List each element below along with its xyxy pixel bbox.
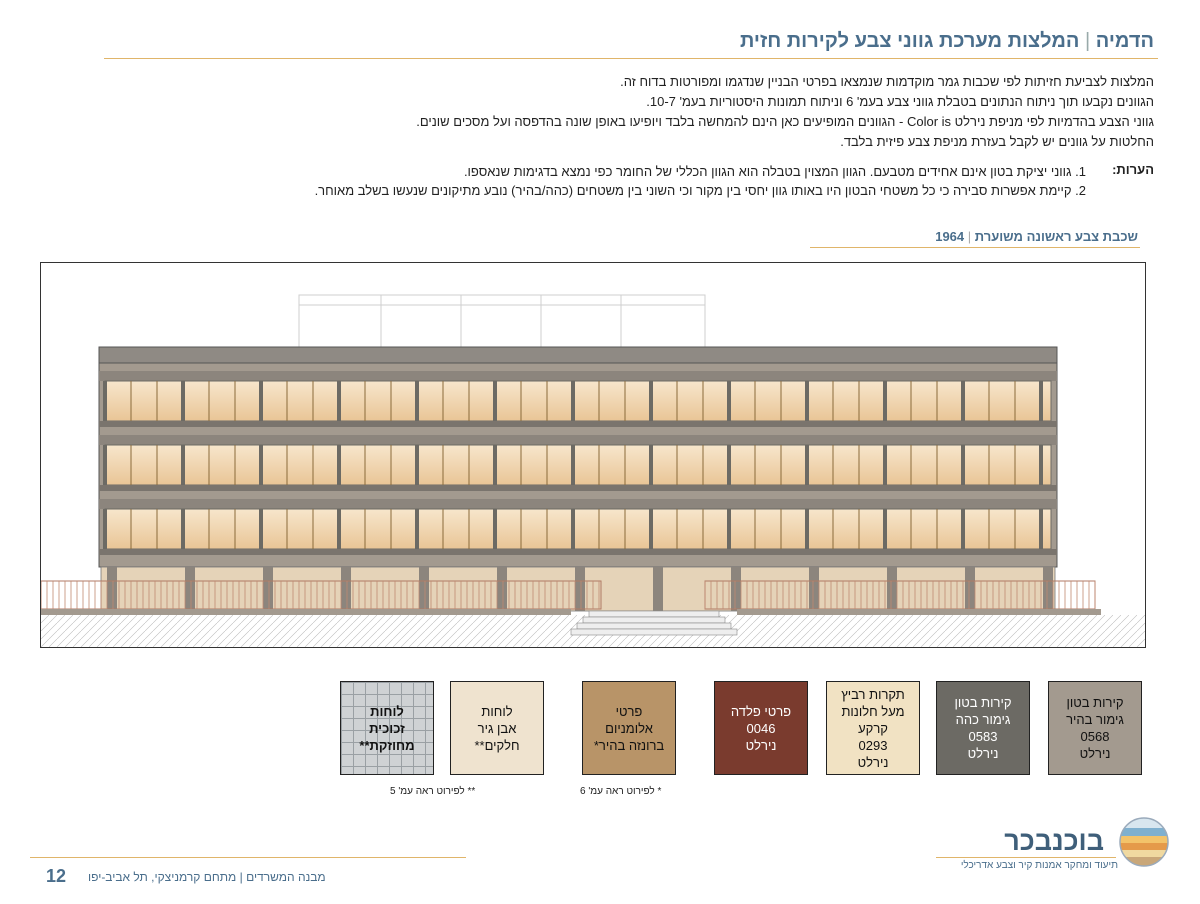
swatch-label-line: פרטי	[615, 703, 643, 719]
color-swatch	[1048, 681, 1142, 775]
color-swatch	[714, 681, 808, 775]
swatch-label-line: נירלט	[1079, 746, 1111, 761]
intro-line: החלטות על גוונים יש לקבל בעזרת מניפת צבע פיזית בלבד.	[840, 134, 1154, 149]
footer-project-name: מבנה המשרדים | מתחם קרמניצקי, תל אביב-יפו	[88, 870, 326, 884]
footer-divider-right	[936, 857, 1116, 858]
color-swatch	[340, 681, 434, 775]
intro-paragraph	[154, 72, 1154, 152]
swatch-label-line: 0568	[1080, 729, 1110, 744]
swatch-label-line: לוחות	[370, 703, 404, 719]
notes-list	[315, 162, 1086, 200]
company-logo-icon	[1118, 816, 1170, 868]
intro-line: המלצות לצביעת חזיתות לפי שכבות גמר מוקדמות שנמצאו בפרטי הבניין שנדגמו ומפורטות בדוח זה.	[620, 74, 1154, 89]
swatch-label-line: מעל חלונות	[841, 703, 905, 719]
swatch-label-line: פרטי פלדה	[730, 703, 792, 719]
page-title	[740, 30, 1154, 53]
swatch-label-line: נירלט	[967, 746, 999, 761]
footer-divider-left	[30, 857, 466, 858]
company-tagline: תיעוד ומחקר אמנות קיר וצבע אדריכלי	[960, 860, 1118, 871]
swatch-label-line: חלקים**	[474, 737, 520, 753]
swatch-label-line: ברונזה בהיר*	[593, 737, 665, 753]
section-underline	[810, 247, 1140, 248]
section-title-text: שכבת צבע ראשונה משוערת	[974, 229, 1138, 244]
swatch-label-line: גימור כהה	[955, 712, 1011, 727]
swatch-label-line: קירות בטון	[954, 695, 1012, 710]
swatch-label-line: לוחות	[481, 703, 513, 719]
swatch-label-line: אלומניום	[605, 720, 653, 736]
building-elevation-illustration	[41, 263, 1145, 647]
swatch-label-line: מחוזקת**	[359, 737, 415, 753]
facade-rendering	[40, 262, 1146, 648]
section-separator: |	[967, 229, 972, 244]
footnote-aluminum: * לפירוט ראה עמ' 6	[580, 786, 662, 797]
title-sub: המלצות מערכת גווני צבע לקירות חזית	[739, 30, 1080, 52]
swatch-label-line: 0583	[968, 729, 998, 744]
swatch-label-line: נירלט	[857, 754, 889, 770]
swatch-label-line: גימור בהיר	[1066, 712, 1124, 727]
swatch-label-line: תקרות רביץ	[841, 686, 905, 702]
swatch-label-line: קירות בטון	[1066, 695, 1124, 710]
color-swatch	[936, 681, 1030, 775]
swatch-label-line: זכוכית	[369, 720, 405, 736]
note-item: 2. קיימת אפשרות סבירה כי כל משטחי הבטון היו באותו גוון יחסי בין מקור וכי השוני בין משטחים (כהה/בהיר) נובע מתיקונים שנעשו בשלב מאוחר.	[314, 183, 1086, 198]
swatch-label-line: נירלט	[745, 737, 777, 753]
swatch-label-line: 0046	[746, 720, 776, 736]
color-swatch	[582, 681, 676, 775]
footnote-panels: ** לפירוט ראה עמ' 5	[390, 786, 476, 797]
section-year: 1964	[935, 229, 965, 244]
note-item: 1. גווני יציקת בטון אינם אחידים מטבעם. הגוון המצוין בטבלה הוא הגוון הכללי של החומר כפי נמצא בדגימות שנאספו.	[463, 164, 1086, 179]
intro-line: גווני הצבע בהדמיות לפי מניפת נירלט Color is - הגוונים המופיעים כאן הינם להמחשה בלבד ויופיעו באופן שונה בהדפסה ועל מסכים שונים.	[416, 114, 1154, 129]
company-logo-text: בוכנבכר	[1004, 826, 1104, 856]
title-underline	[104, 58, 1158, 59]
page-number: 12	[46, 866, 67, 886]
swatch-label-line: אבן גיר	[477, 720, 517, 736]
notes-label: הערות:	[1112, 162, 1154, 177]
title-separator: |	[1085, 30, 1091, 52]
color-swatch	[450, 681, 544, 775]
swatch-label-line: 0293	[858, 737, 888, 753]
title-main: הדמיה	[1095, 30, 1154, 52]
swatch-label-line: קרקע	[858, 720, 888, 736]
section-title	[935, 229, 1138, 244]
intro-line: הגוונים נקבעו תוך ניתוח הנתונים בטבלת גווני צבע בעמ' 6 וניתוח תמונות היסטוריות בעמ' 10-7.	[646, 94, 1154, 109]
color-swatch	[826, 681, 920, 775]
